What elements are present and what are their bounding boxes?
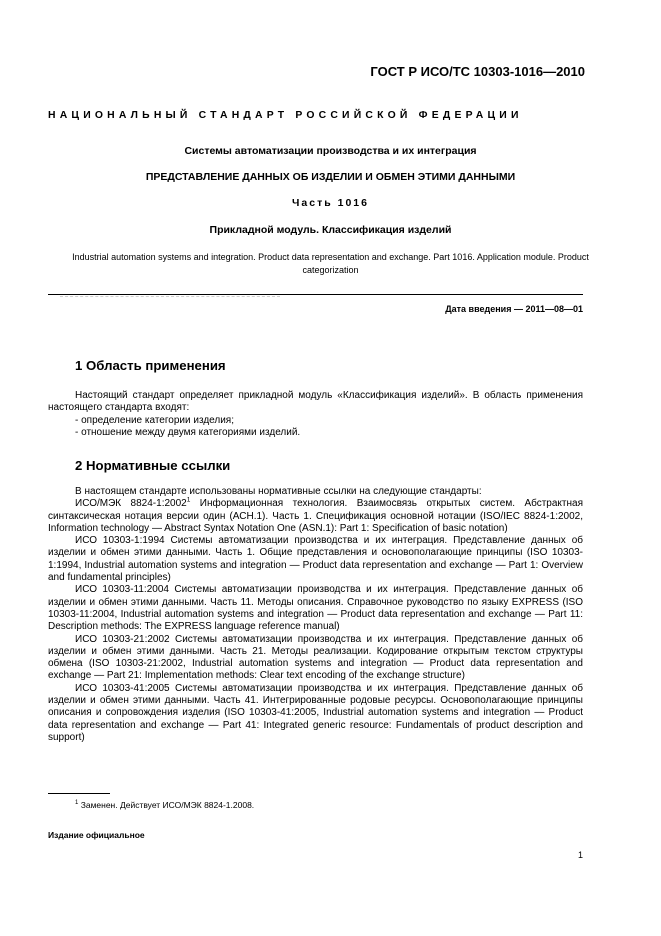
english-title: Industrial automation systems and integration. Product data representation and exchange. Part 1016. Application module. Product categorization [72,252,589,275]
series-title: Системы автоматизации производства и их интеграция [184,145,477,157]
normative-reference [48,498,583,535]
section-1-intro: Настоящий стандарт определяет прикладной модуль «Классификация изделий». В область применения настоящего стандарта входят: [48,390,583,414]
section-2-body [48,486,583,744]
footnote [75,800,254,810]
list-item: - определение категории изделия; [75,414,234,426]
reference-text: Информационная технология. Взаимосвязь открытых систем. Абстрактная синтаксическая нотация версии один (АСН.1). Часть 1. Спецификация основной нотации (ISO/IEC 8824-1:2002, Information technology — Abstract Syntax Notation One (ASN.1): Part 1: Specification of basic notation) [48,498,584,534]
normative-reference: ИСО 10303-11:2004 Системы автоматизации производства и их интеграция. Представление данных об изделии и обмен этими данными. Часть 11. Методы описания. Справочное руководство по языку EXPRESS (ISO 10303-11:2004, Industrial automation systems and integration — Product data representation and exchange — Part 11: Description methods: The EXPRESS language reference manual) [48,584,583,633]
normative-reference: ИСО 10303-41:2005 Системы автоматизации производства и их интеграция. Представление данных об изделии и обмен этими данными. Часть 41. Интегрированные родовые ресурсы. Основополагающие принципы описания и сопровождения изделия (ISO 10303-41:2005, Industrial automation systems and integration — Product data representation and exchange — Part 41: Integrated generic resource: Fundamentals of product description and support) [48,682,583,743]
footnote-divider [48,793,110,794]
national-standard-banner: НАЦИОНАЛЬНЫЙ СТАНДАРТ РОССИЙСКОЙ ФЕДЕРАЦИИ [48,110,523,121]
divider-shadow [60,296,280,297]
footnote-text: Заменен. Действует ИСО/МЭК 8824-1.2008. [78,800,255,810]
main-title: ПРЕДСТАВЛЕНИЕ ДАННЫХ ОБ ИЗДЕЛИИ И ОБМЕН ЭТИМИ ДАННЫМИ [145,171,516,183]
footnote-marker: 1 [75,800,79,807]
standard-code: ГОСТ Р ИСО/ТС 10303-1016—2010 [370,64,585,79]
part-title: Часть 1016 [292,197,369,209]
section-1-body [48,390,583,439]
reference-code: ИСО/МЭК 8824-1:2002 [75,498,187,510]
section-1-heading: 1 Область применения [75,358,226,373]
official-edition-label: Издание официальное [48,830,145,840]
list-item: - отношение между двумя категориями изделий. [75,426,301,438]
page-number: 1 [577,850,583,860]
section-2-intro: В настоящем стандарте использованы нормативные ссылки на следующие стандарты: [75,486,482,497]
footnote-marker: 1 [186,496,191,504]
module-title: Прикладной модуль. Классификация изделий [209,224,452,236]
normative-reference: ИСО 10303-1:1994 Системы автоматизации производства и их интеграция. Представление данных об изделии и обмен этими данными. Часть 1. Общие представления и основополагающие принципы (ISO 10303-1:1994, Industrial automation systems and integration — Product data representation and exchange — Part 1: Overview and fundamental principles) [48,535,583,584]
section-2-heading: 2 Нормативные ссылки [75,458,231,473]
title-divider [48,294,583,295]
normative-reference: ИСО 10303-21:2002 Системы автоматизации производства и их интеграция. Представление данных об изделии и обмен этими данными. Часть 21. Методы реализации. Кодирование открытым текстом структуры обмена (ISO 10303-21:2002, Industrial automation systems and integration — Product data representation and exchange — Part 21: Implementation methods: Clear text encoding of the exchange structure) [48,633,583,682]
introduction-date: Дата введения — 2011—08—01 [445,304,583,314]
